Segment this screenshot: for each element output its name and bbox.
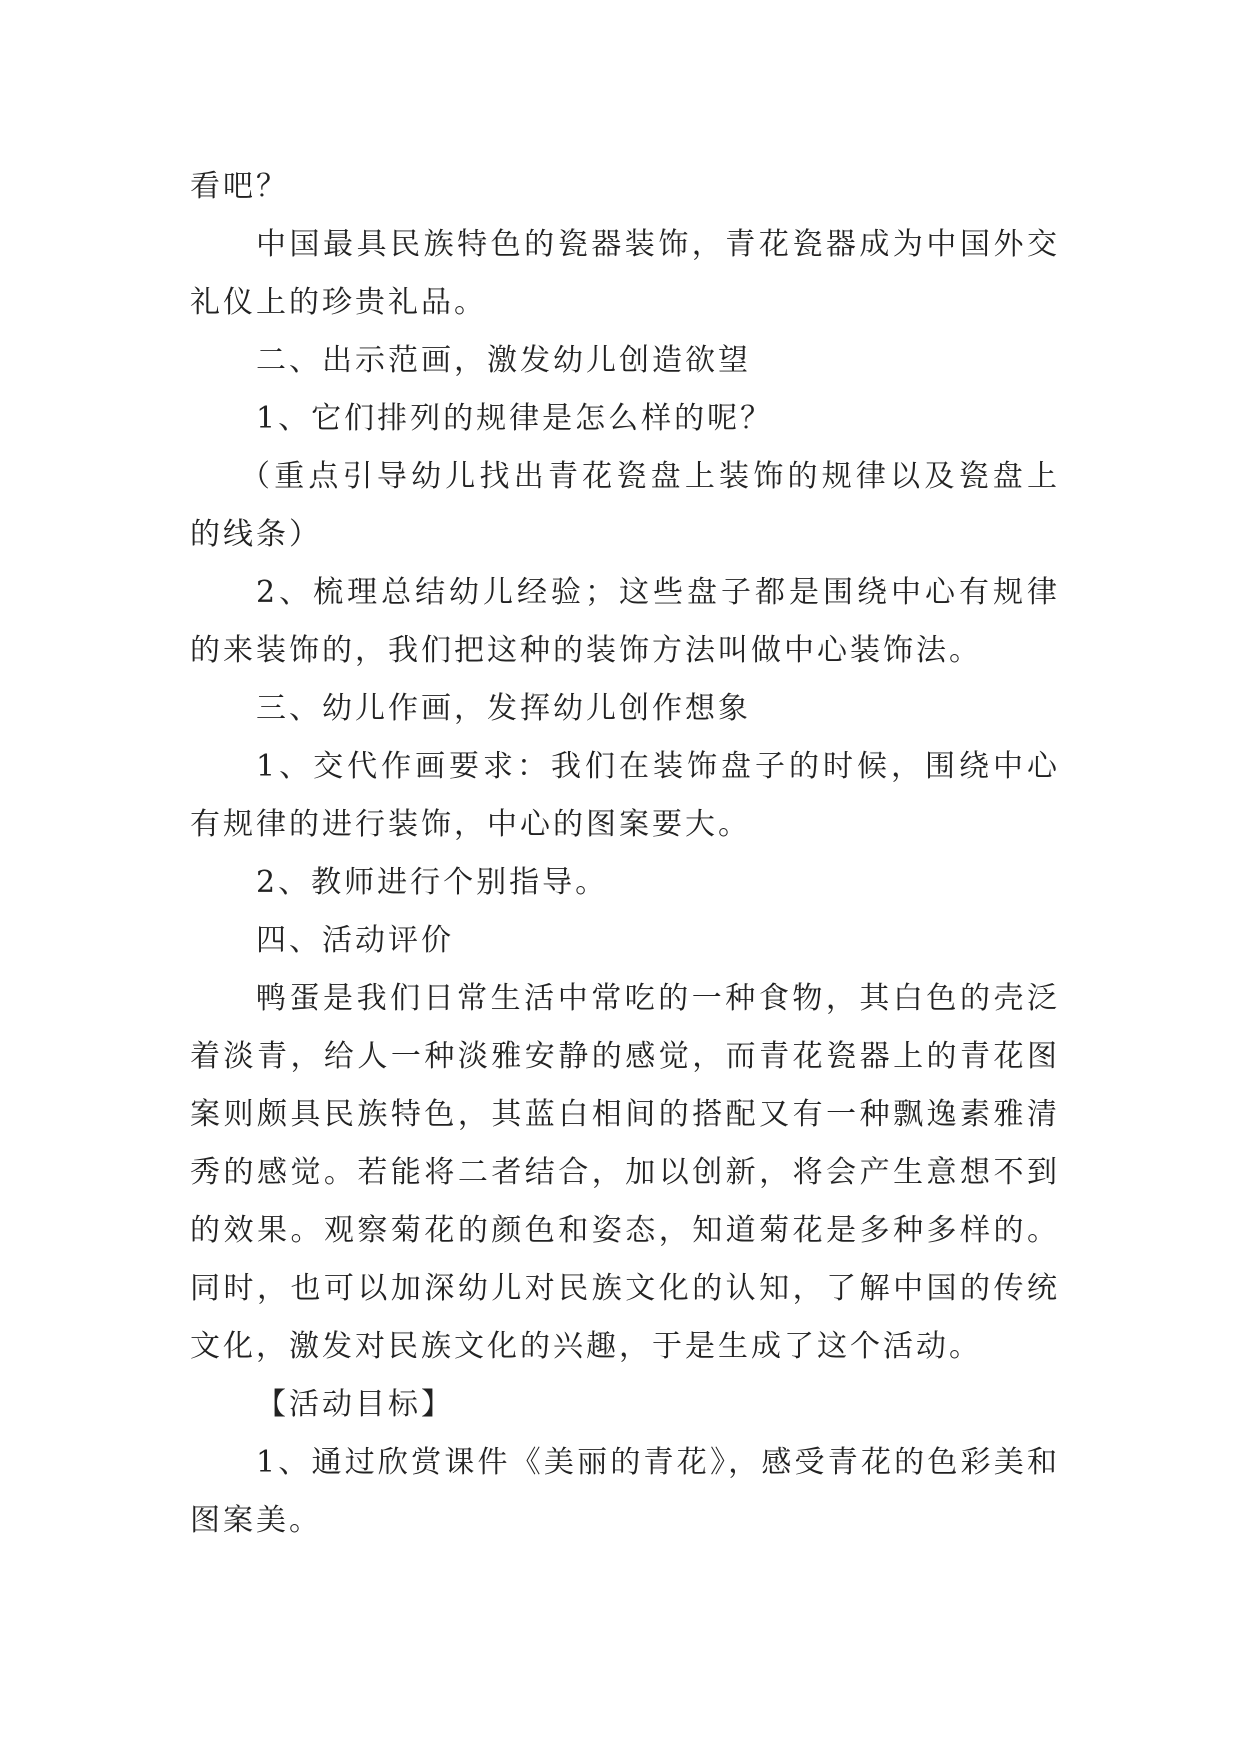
list-item: 1、它们排列的规律是怎么样的呢？ (256, 401, 774, 436)
section-heading: 【活动目标】 (256, 1387, 454, 1422)
list-item: 1、通过欣赏课件《美丽的青花》，感受青花的色彩美和图案美。 (190, 1445, 1060, 1538)
list-item: 1、交代作画要求：我们在装饰盘子的时候，围绕中心有规律的进行装饰，中心的图案要大。 (190, 749, 1060, 842)
section-heading: 四、活动评价 (256, 923, 454, 958)
paragraph-note: （重点引导幼儿找出青花瓷盘上装饰的规律以及瓷盘上的线条） (190, 459, 1060, 552)
list-item: 2、教师进行个别指导。 (256, 865, 609, 900)
list-item: 2、梳理总结幼儿经验；这些盘子都是围绕中心有规律的来装饰的，我们把这种的装饰方法叫做中心装饰法。 (190, 575, 1060, 668)
paragraph: 看吧？ (190, 169, 289, 204)
paragraph: 中国最具民族特色的瓷器装饰，青花瓷器成为中国外交礼仪上的珍贵礼品。 (190, 227, 1060, 320)
section-heading: 二、出示范画，激发幼儿创造欲望 (256, 343, 751, 378)
paragraph: 鸭蛋是我们日常生活中常吃的一种食物，其白色的壳泛着淡青，给人一种淡雅安静的感觉，而青花瓷器上的青花图案则颇具民族特色，其蓝白相间的搭配又有一种飘逸素雅清秀的感觉。若能将二者结合，加以创新，将会产生意想不到的效果。观察菊花的颜色和姿态，知道菊花是多种多样的。同时，也可以加深幼儿对民族文化的认知，了解中国的传统文化，激发对民族文化的兴趣，于是生成了这个活动。 (190, 981, 1060, 1364)
document-page (190, 158, 1060, 1550)
section-heading: 三、幼儿作画，发挥幼儿创作想象 (256, 691, 751, 726)
